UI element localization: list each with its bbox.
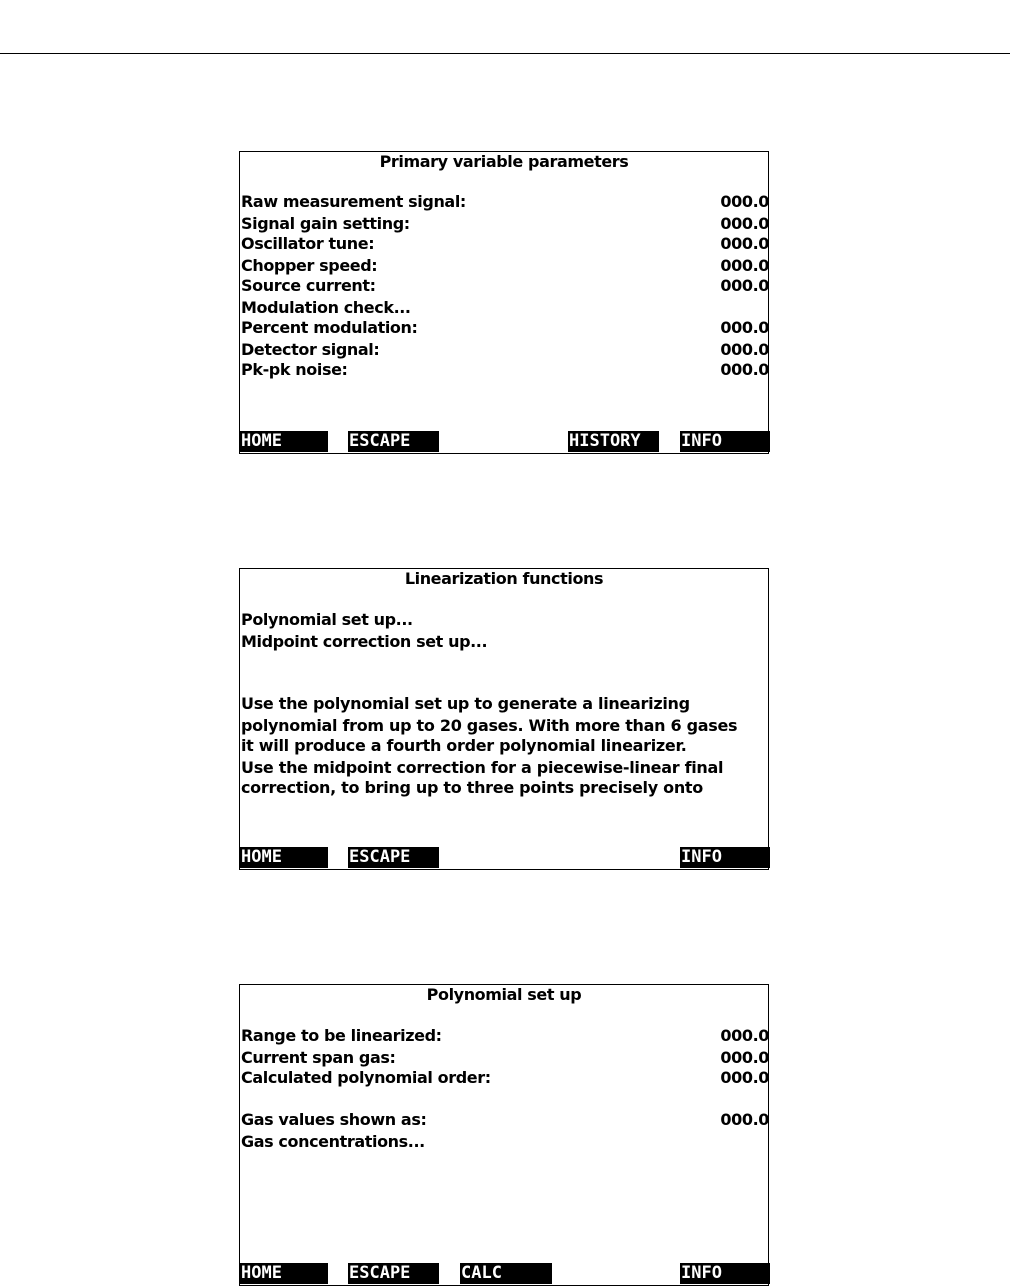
screen-title: Polynomial set up <box>426 985 582 1004</box>
row-value: 000.0 <box>720 1048 769 1067</box>
page-header-rule <box>0 53 1010 54</box>
softkey-home[interactable]: HOME <box>240 1263 328 1284</box>
softkey-history[interactable]: HISTORY <box>568 431 659 452</box>
menu-item-chopper-speed[interactable] <box>241 256 768 276</box>
row-label: Chopper speed: <box>241 256 378 275</box>
menu-item-percent-modulation[interactable] <box>241 318 768 338</box>
softkey-escape[interactable]: ESCAPE <box>348 431 439 452</box>
row-label: Range to be linearized: <box>241 1026 442 1045</box>
row-value: 000.0 <box>720 1110 769 1129</box>
description-line: it will produce a fourth order polynomial linearizer. <box>241 736 687 755</box>
menu-item-midpoint-correction-set-up[interactable]: Midpoint correction set up... <box>241 632 488 651</box>
row-value: 000.0 <box>720 360 769 379</box>
row-value: 000.0 <box>720 234 769 253</box>
row-label: Raw measurement signal: <box>241 192 466 211</box>
row-label: Modulation check... <box>241 298 411 317</box>
softkey-escape[interactable]: ESCAPE <box>348 847 439 868</box>
menu-item-current-span-gas[interactable] <box>241 1048 768 1068</box>
softkey-bar <box>240 431 768 453</box>
row-label: Gas concentrations... <box>241 1132 425 1151</box>
row-label: Percent modulation: <box>241 318 418 337</box>
row-value: 000.0 <box>720 192 769 211</box>
row-label: Oscillator tune: <box>241 234 375 253</box>
row-label: Calculated polynomial order: <box>241 1068 491 1087</box>
softkey-bar <box>240 847 768 869</box>
menu-item-gas-values-shown-as[interactable] <box>241 1110 768 1130</box>
description-line: correction, to bring up to three points precisely onto <box>241 778 703 797</box>
row-value: 000.0 <box>720 256 769 275</box>
menu-item-polynomial-set-up[interactable]: Polynomial set up... <box>241 610 413 629</box>
softkey-info[interactable]: INFO <box>680 1263 770 1284</box>
description-line: Use the polynomial set up to generate a linearizing <box>241 694 690 713</box>
softkey-info[interactable]: INFO <box>680 847 770 868</box>
menu-item-signal-gain-setting[interactable] <box>241 214 768 234</box>
menu-item-gas-concentrations[interactable] <box>241 1132 768 1152</box>
menu-item-modulation-check[interactable] <box>241 298 768 318</box>
screen-title: Linearization functions <box>404 569 604 588</box>
description-line: polynomial from up to 20 gases. With more than 6 gases <box>241 716 738 735</box>
row-value: 000.0 <box>720 1068 769 1087</box>
softkey-calc[interactable]: CALC <box>460 1263 552 1284</box>
softkey-home[interactable]: HOME <box>240 847 328 868</box>
menu-item-oscillator-tune[interactable] <box>241 234 768 254</box>
row-value: 000.0 <box>720 214 769 233</box>
screen-polynomial-set-up <box>239 984 769 1286</box>
row-value: 000.0 <box>720 318 769 337</box>
screen-primary-variable-parameters <box>239 151 769 454</box>
menu-item-source-current[interactable] <box>241 276 768 296</box>
row-label: Pk-pk noise: <box>241 360 348 379</box>
softkey-home[interactable]: HOME <box>240 431 328 452</box>
menu-item-pk-pk-noise[interactable] <box>241 360 768 380</box>
screen-title: Primary variable parameters <box>379 152 629 171</box>
row-label: Current span gas: <box>241 1048 396 1067</box>
row-label: Gas values shown as: <box>241 1110 427 1129</box>
menu-item-range-to-be-linearized[interactable] <box>241 1026 768 1046</box>
screen-linearization-functions <box>239 568 769 870</box>
menu-item-detector-signal[interactable] <box>241 340 768 360</box>
row-label: Source current: <box>241 276 376 295</box>
softkey-bar <box>240 1263 768 1285</box>
menu-item-raw-measurement-signal[interactable] <box>241 192 768 212</box>
description-line: Use the midpoint correction for a piecewise-linear final <box>241 758 724 777</box>
menu-item-calculated-polynomial-order[interactable] <box>241 1068 768 1088</box>
row-value: 000.0 <box>720 1026 769 1045</box>
row-value: 000.0 <box>720 340 769 359</box>
row-label: Signal gain setting: <box>241 214 410 233</box>
softkey-escape[interactable]: ESCAPE <box>348 1263 439 1284</box>
row-label: Detector signal: <box>241 340 380 359</box>
softkey-info[interactable]: INFO <box>680 431 770 452</box>
row-value: 000.0 <box>720 276 769 295</box>
